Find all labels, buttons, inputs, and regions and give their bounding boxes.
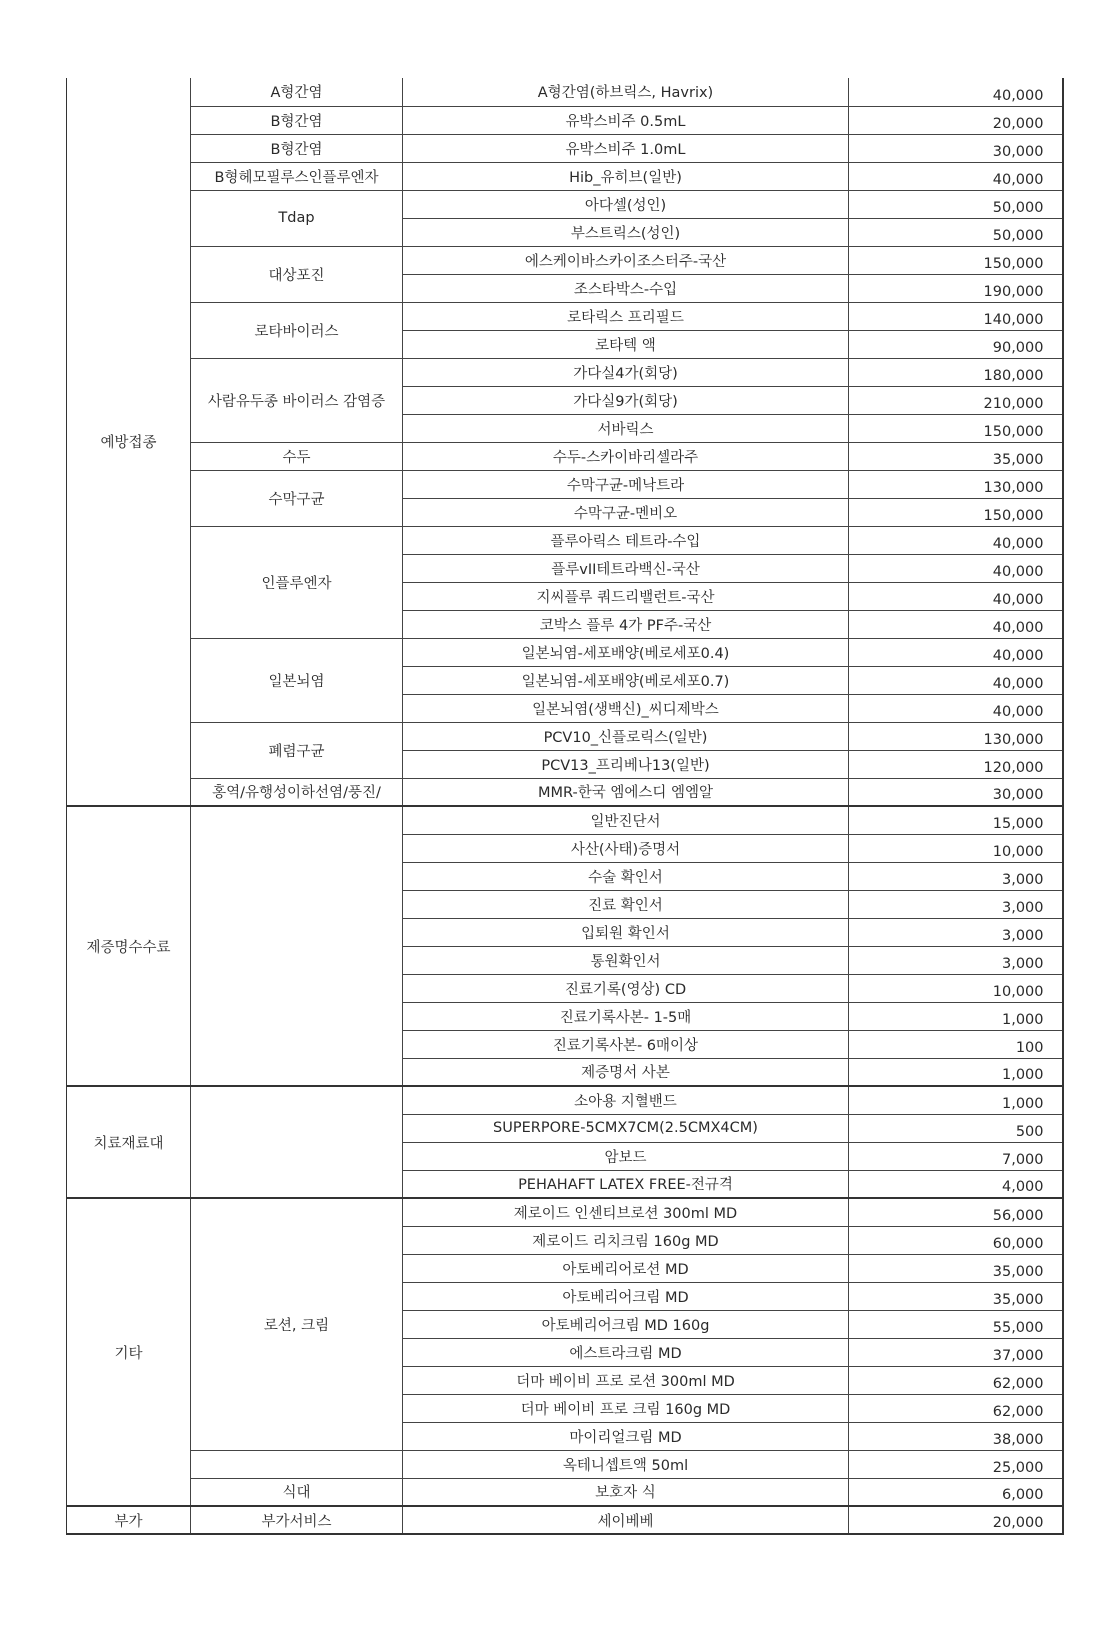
item-name-cell: 수막구균-멘비오 — [403, 498, 849, 526]
item-name-cell: 진료기록사본- 1-5매 — [403, 1002, 849, 1030]
price-cell: 210,000 — [849, 386, 1063, 414]
table-row — [67, 106, 1063, 134]
price-cell: 3,000 — [849, 890, 1063, 918]
item-name-cell: 유박스비주 1.0mL — [403, 134, 849, 162]
price-cell: 7,000 — [849, 1142, 1063, 1170]
price-cell: 38,000 — [849, 1422, 1063, 1450]
subcategory-cell: 폐렴구균 — [191, 722, 403, 778]
table-row — [67, 638, 1063, 666]
subcategory-cell: 인플루엔자 — [191, 526, 403, 638]
table-row — [67, 1198, 1063, 1226]
item-name-cell: 가다실4가(회당) — [403, 358, 849, 386]
price-cell: 190,000 — [849, 274, 1063, 302]
price-cell: 40,000 — [849, 610, 1063, 638]
item-name-cell: 진료 확인서 — [403, 890, 849, 918]
subcategory-cell: Tdap — [191, 190, 403, 246]
price-cell: 150,000 — [849, 498, 1063, 526]
category-cell: 기타 — [67, 1198, 191, 1506]
item-name-cell: 로타텍 액 — [403, 330, 849, 358]
item-name-cell: 수술 확인서 — [403, 862, 849, 890]
price-cell: 62,000 — [849, 1366, 1063, 1394]
price-cell: 130,000 — [849, 470, 1063, 498]
subcategory-cell: 사람유두종 바이러스 감염증 — [191, 358, 403, 442]
item-name-cell: PCV10_신플로릭스(일반) — [403, 722, 849, 750]
item-name-cell: 가다실9가(회당) — [403, 386, 849, 414]
table-row — [67, 358, 1063, 386]
item-name-cell: 아다셀(성인) — [403, 190, 849, 218]
price-cell: 40,000 — [849, 162, 1063, 190]
item-name-cell: 제로이드 리치크림 160g MD — [403, 1226, 849, 1254]
item-name-cell: PEHAHAFT LATEX FREE-전규격 — [403, 1170, 849, 1198]
item-name-cell: 아토베리어크림 MD — [403, 1282, 849, 1310]
subcategory-cell: B형간염 — [191, 134, 403, 162]
price-cell: 120,000 — [849, 750, 1063, 778]
subcategory-cell: 홍역/유행성이하선염/풍진/ — [191, 778, 403, 806]
table-row — [67, 1506, 1063, 1534]
price-cell: 500 — [849, 1114, 1063, 1142]
price-cell: 25,000 — [849, 1450, 1063, 1478]
table-row — [67, 246, 1063, 274]
item-name-cell: 통원확인서 — [403, 946, 849, 974]
item-name-cell: 일본뇌염(생백신)_씨디제박스 — [403, 694, 849, 722]
item-name-cell: 마이리얼크림 MD — [403, 1422, 849, 1450]
price-cell: 40,000 — [849, 554, 1063, 582]
price-cell: 37,000 — [849, 1338, 1063, 1366]
price-cell: 50,000 — [849, 218, 1063, 246]
subcategory-cell: 수막구균 — [191, 470, 403, 526]
price-cell: 1,000 — [849, 1086, 1063, 1114]
subcategory-cell: 식대 — [191, 1478, 403, 1506]
subcategory-cell: B형헤모필루스인플루엔자 — [191, 162, 403, 190]
item-name-cell: 아토베리어로션 MD — [403, 1254, 849, 1282]
item-name-cell: 지씨플루 쿼드리밸런트-국산 — [403, 582, 849, 610]
subcategory-cell — [191, 1450, 403, 1478]
category-cell: 치료재료대 — [67, 1086, 191, 1198]
item-name-cell: 서바릭스 — [403, 414, 849, 442]
item-name-cell: 더마 베이비 프로 로션 300ml MD — [403, 1366, 849, 1394]
subcategory-cell: B형간염 — [191, 106, 403, 134]
price-cell: 40,000 — [849, 526, 1063, 554]
item-name-cell: 소아용 지혈밴드 — [403, 1086, 849, 1114]
table-row — [67, 470, 1063, 498]
item-name-cell: A형간염(하브릭스, Havrix) — [403, 78, 849, 106]
price-cell: 15,000 — [849, 806, 1063, 834]
subcategory-cell: 수두 — [191, 442, 403, 470]
price-cell: 40,000 — [849, 582, 1063, 610]
item-name-cell: 조스타박스-수입 — [403, 274, 849, 302]
price-cell: 35,000 — [849, 1282, 1063, 1310]
price-cell: 150,000 — [849, 246, 1063, 274]
subcategory-cell: 부가서비스 — [191, 1506, 403, 1534]
table-row — [67, 442, 1063, 470]
price-cell: 30,000 — [849, 778, 1063, 806]
item-name-cell: 에스케이바스카이조스터주-국산 — [403, 246, 849, 274]
fee-schedule-table — [66, 78, 1064, 1535]
table-row — [67, 1478, 1063, 1506]
price-cell: 30,000 — [849, 134, 1063, 162]
item-name-cell: 진료기록사본- 6매이상 — [403, 1030, 849, 1058]
item-name-cell: 플루아릭스 테트라-수입 — [403, 526, 849, 554]
table-row — [67, 806, 1063, 834]
table-row — [67, 78, 1063, 106]
category-cell: 예방접종 — [67, 78, 191, 806]
price-cell: 1,000 — [849, 1002, 1063, 1030]
item-name-cell: 로타릭스 프리필드 — [403, 302, 849, 330]
price-cell: 35,000 — [849, 1254, 1063, 1282]
table-row — [67, 778, 1063, 806]
price-cell: 40,000 — [849, 694, 1063, 722]
price-cell: 35,000 — [849, 442, 1063, 470]
item-name-cell: 보호자 식 — [403, 1478, 849, 1506]
price-cell: 140,000 — [849, 302, 1063, 330]
subcategory-cell: 대상포진 — [191, 246, 403, 302]
price-cell: 90,000 — [849, 330, 1063, 358]
price-cell: 3,000 — [849, 918, 1063, 946]
price-cell: 4,000 — [849, 1170, 1063, 1198]
price-cell: 60,000 — [849, 1226, 1063, 1254]
item-name-cell: PCV13_프리베나13(일반) — [403, 750, 849, 778]
subcategory-cell — [191, 1086, 403, 1198]
price-cell: 56,000 — [849, 1198, 1063, 1226]
table-row — [67, 162, 1063, 190]
item-name-cell: 유박스비주 0.5mL — [403, 106, 849, 134]
price-cell: 40,000 — [849, 666, 1063, 694]
item-name-cell: 입퇴원 확인서 — [403, 918, 849, 946]
table-row — [67, 1450, 1063, 1478]
table-row — [67, 1086, 1063, 1114]
item-name-cell: 옥테니셉트액 50ml — [403, 1450, 849, 1478]
item-name-cell: 플루vII테트라백신-국산 — [403, 554, 849, 582]
item-name-cell: 아토베리어크림 MD 160g — [403, 1310, 849, 1338]
item-name-cell: 부스트릭스(성인) — [403, 218, 849, 246]
table-row — [67, 526, 1063, 554]
item-name-cell: 코박스 플루 4가 PF주-국산 — [403, 610, 849, 638]
category-cell: 제증명수수료 — [67, 806, 191, 1086]
item-name-cell: Hib_유히브(일반) — [403, 162, 849, 190]
category-cell: 부가 — [67, 1506, 191, 1534]
table-row — [67, 134, 1063, 162]
price-cell: 40,000 — [849, 638, 1063, 666]
price-cell: 1,000 — [849, 1058, 1063, 1086]
item-name-cell: 사산(사태)증명서 — [403, 834, 849, 862]
item-name-cell: SUPERPORE-5CMX7CM(2.5CMX4CM) — [403, 1114, 849, 1142]
price-cell: 62,000 — [849, 1394, 1063, 1422]
price-cell: 6,000 — [849, 1478, 1063, 1506]
price-cell: 20,000 — [849, 1506, 1063, 1534]
subcategory-cell — [191, 806, 403, 1086]
item-name-cell: 에스트라크림 MD — [403, 1338, 849, 1366]
price-cell: 55,000 — [849, 1310, 1063, 1338]
price-cell: 3,000 — [849, 946, 1063, 974]
item-name-cell: 제증명서 사본 — [403, 1058, 849, 1086]
table-row — [67, 302, 1063, 330]
item-name-cell: 더마 베이비 프로 크림 160g MD — [403, 1394, 849, 1422]
subcategory-cell: 로션, 크림 — [191, 1198, 403, 1450]
subcategory-cell: 일본뇌염 — [191, 638, 403, 722]
price-cell: 50,000 — [849, 190, 1063, 218]
item-name-cell: 일본뇌염-세포배양(베로세포0.7) — [403, 666, 849, 694]
item-name-cell: 일반진단서 — [403, 806, 849, 834]
price-cell: 10,000 — [849, 974, 1063, 1002]
price-cell: 180,000 — [849, 358, 1063, 386]
price-cell: 40,000 — [849, 78, 1063, 106]
item-name-cell: MMR-한국 엠에스디 엠엠알 — [403, 778, 849, 806]
table-row — [67, 190, 1063, 218]
subcategory-cell: A형간염 — [191, 78, 403, 106]
price-cell: 10,000 — [849, 834, 1063, 862]
price-cell: 20,000 — [849, 106, 1063, 134]
item-name-cell: 암보드 — [403, 1142, 849, 1170]
item-name-cell: 세이베베 — [403, 1506, 849, 1534]
price-cell: 3,000 — [849, 862, 1063, 890]
fee-schedule-body — [67, 78, 1063, 1534]
table-row — [67, 722, 1063, 750]
price-cell: 100 — [849, 1030, 1063, 1058]
item-name-cell: 제로이드 인센티브로션 300ml MD — [403, 1198, 849, 1226]
item-name-cell: 수막구균-메낙트라 — [403, 470, 849, 498]
item-name-cell: 수두-스카이바리셀라주 — [403, 442, 849, 470]
item-name-cell: 일본뇌염-세포배양(베로세포0.4) — [403, 638, 849, 666]
subcategory-cell: 로타바이러스 — [191, 302, 403, 358]
item-name-cell: 진료기록(영상) CD — [403, 974, 849, 1002]
price-cell: 130,000 — [849, 722, 1063, 750]
price-cell: 150,000 — [849, 414, 1063, 442]
